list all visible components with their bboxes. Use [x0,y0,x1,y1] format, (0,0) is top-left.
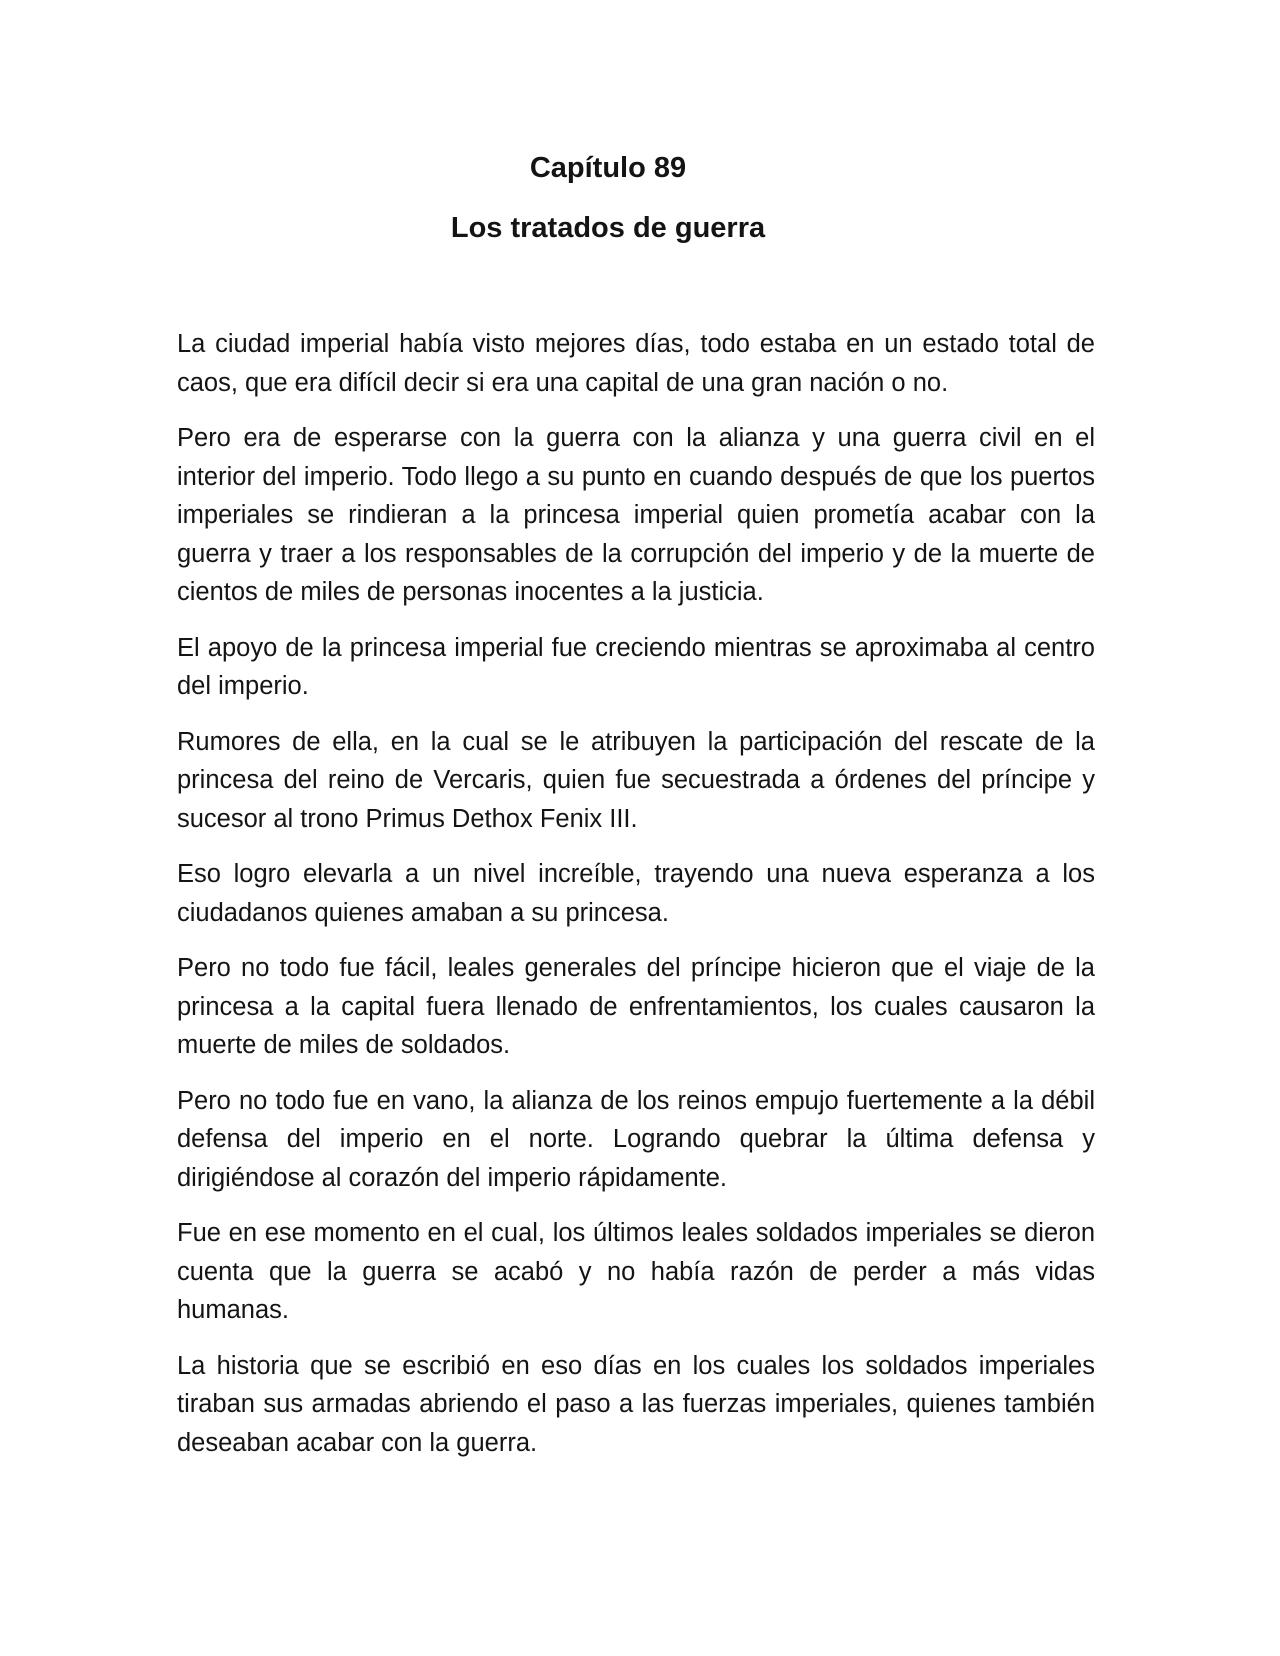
chapter-title: Los tratados de guerra [450,212,766,244]
paragraph-7: Pero no todo fue en vano, la alianza de los reinos empujo fuertemente a la débil defensa del imperio en el norte. Logrando quebrar la última defensa y dirigiéndose al corazón del imperio rápidamente. [177,1086,1095,1192]
chapter-number: Capítulo 89 [529,152,687,184]
paragraph-9: La historia que se escribió en eso días en los cuales los soldados imperiales tiraban sus armadas abriendo el paso a las fuerzas imperiales, quienes también deseaban acabar con la guerra. [177,1351,1095,1457]
paragraph-6: Pero no todo fue fácil, leales generales del príncipe hicieron que el viaje de la princesa a la capital fuera llenado de enfrentamientos, los cuales causaron la muerte de miles de soldados. [177,954,1095,1059]
paragraph-4: Rumores de ella, en la cual se le atribuyen la participación del rescate de la princesa del reino de Vercaris, quien fue secuestrada a órdenes del príncipe y sucesor al trono Primus Dethox Fenix III. [177,727,1095,833]
paragraph-2: Pero era de esperarse con la guerra con la alianza y una guerra civil en el interior del imperio. Todo llego a su punto en cuando después de que los puertos imperiales se rindieran a la princesa imperial quien prometía acabar con la guerra y traer a los responsables de la corrupción del imperio y de la muerte de cientos de miles de personas inocentes a la justicia. [177,424,1095,606]
paragraph-8: Fue en ese momento en el cual, los últimos leales soldados imperiales se dieron cuenta que la guerra se acabó y no había razón de perder a más vidas humanas. [177,1219,1095,1324]
chapter-body [177,325,1095,1479]
paragraph-5: Eso logro elevarla a un nivel increíble, trayendo una nueva esperanza a los ciudadanos quienes amaban a su princesa. [177,860,1095,927]
paragraph-3: El apoyo de la princesa imperial fue creciendo mientras se aproximaba al centro del imperio. [177,633,1095,700]
paragraph-1: La ciudad imperial había visto mejores días, todo estaba en un estado total de caos, que era difícil decir si era una capital de una gran nación o no. [177,330,1095,397]
